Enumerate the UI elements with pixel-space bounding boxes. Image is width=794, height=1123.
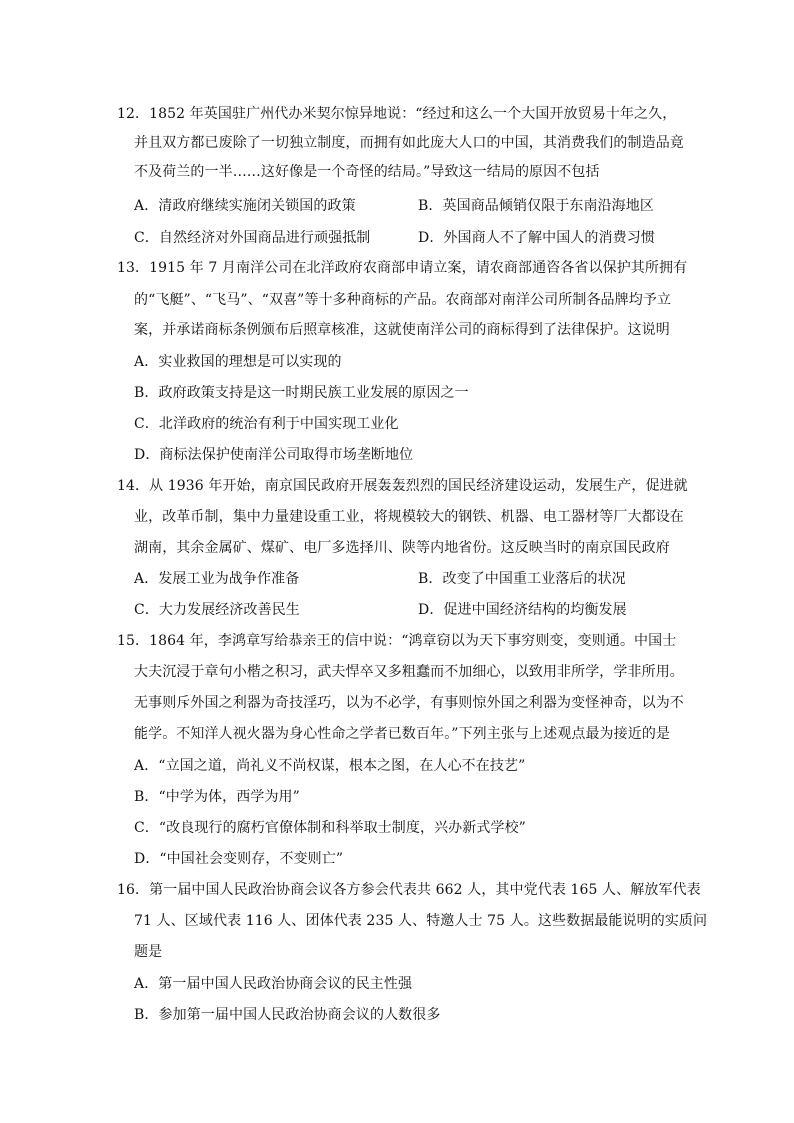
question-stem-line: 题是	[134, 944, 163, 960]
option-d: D．外国商人不了解中国人的消费习惯	[418, 230, 655, 246]
question-stem-line: 并且双方都已废除了一切独立制度，而拥有如此庞大人口的中国，其消费我们的制造品竟	[134, 135, 684, 151]
question-stem-line: 16．第一届中国人民政治协商会议各方参会代表共 662 人，其中党代表 165 人、解放军代表	[117, 882, 701, 898]
question-stem-line: 12．1852 年英国驻广州代办米契尔惊异地说：“经过和这么一个大国开放贸易十年之久，	[117, 106, 677, 122]
question-stem-line: 14．从 1936 年开始，南京国民政府开展轰轰烈烈的国民经济建设运动，发展生产，促进就	[117, 478, 688, 494]
option-d: D．“中国社会变则存，不变则亡”	[134, 851, 344, 867]
question-stem-line: 71 人、区域代表 116 人、团体代表 235 人、特邀人士 75 人。这些数据最能说明的实质问	[134, 913, 708, 929]
question-stem-line: 大夫沉浸于章句小楷之积习，武夫悍卒又多粗蠢而不加细心，以致用非所学，学非所用。	[134, 664, 684, 680]
question-stem-line: 15．1864 年，李鸿章写给恭亲王的信中说：“鸿章窃以为天下事穷则变，变则通。中国士	[117, 633, 677, 649]
option-b: B．政府政策支持是这一时期民族工业发展的原因之一	[134, 385, 469, 401]
question-stem-line: 无事则斥外国之利器为奇技淫巧，以为不必学，有事则惊外国之利器为变怪神奇，以为不	[134, 695, 684, 711]
question-stem-line: 湖南，其余金属矿、煤矿、电厂多选择川、陕等内地省份。这反映当时的南京国民政府	[134, 540, 670, 556]
option-a: A．实业救国的理想是可以实现的	[134, 354, 342, 370]
option-b: B．参加第一届中国人民政治协商会议的人数很多	[134, 1007, 441, 1023]
option-d: D．商标法保护使南洋公司取得市场垄断地位	[134, 447, 414, 463]
question-stem-line: 13．1915 年 7 月南洋公司在北洋政府农商部申请立案，请农商部通咨各省以保护其所拥有	[117, 260, 688, 276]
option-c: C．北洋政府的统治有利于中国实现工业化	[134, 416, 399, 432]
option-c: C．自然经济对外国商品进行顽强抵制	[134, 230, 371, 246]
option-b: B．“中学为体，西学为用”	[134, 789, 300, 805]
question-stem-line: 案，并承诺商标条例颁布后照章核准，这就使南洋公司的商标得到了法律保护。这说明	[134, 322, 670, 338]
option-d: D．促进中国经济结构的均衡发展	[418, 602, 627, 618]
option-a: A．“立国之道，尚礼义不尚权谋，根本之图，在人心不在技艺”	[134, 758, 526, 774]
question-stem-line: 的“飞艇”、“飞马”、“双喜”等十多种商标的产品。农商部对南洋公司所制各品牌均予立	[134, 292, 672, 308]
option-b: B．改变了中国重工业落后的状况	[418, 571, 626, 587]
question-stem-line: 业，改革币制，集中力量建设重工业，将规模较大的钢铁、机器、电工器材等厂大都设在	[134, 509, 684, 525]
option-a: A．清政府继续实施闭关锁国的政策	[134, 198, 356, 214]
option-a: A．第一届中国人民政治协商会议的民主性强	[134, 976, 413, 992]
option-c: C．“改良现行的腐朽官僚体制和科举取士制度，兴办新式学校”	[134, 820, 526, 836]
option-b: B．英国商品倾销仅限于东南沿海地区	[418, 198, 654, 214]
question-stem-line: 能学。不知洋人视火器为身心性命之学者已数百年。”下列主张与上述观点最为接近的是	[134, 726, 671, 742]
option-c: C．大力发展经济改善民生	[134, 602, 300, 618]
question-stem-line: 不及荷兰的一半……这好像是一个奇怪的结局。”导致这一结局的原因不包括	[134, 164, 600, 180]
option-a: A．发展工业为战争作准备	[134, 571, 300, 587]
